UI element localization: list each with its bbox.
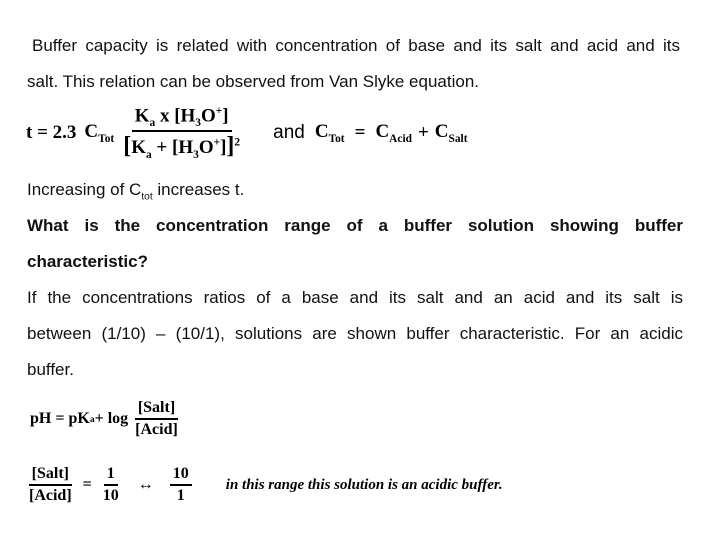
pka-sub: a (89, 413, 95, 425)
double-arrow-icon: ↔ (137, 476, 154, 493)
hh-denominator: [Acid] (135, 421, 178, 438)
ratio-denominator: [Acid] (29, 487, 72, 504)
intro-line-1: Buffer capacity is related with concentration of base and its salt and acid and its (32, 36, 680, 55)
answer-line-1: If the concentrations ratios of a base and its salt and an acid and its salt is (27, 288, 683, 307)
ratio-equals: = (82, 476, 92, 493)
van-slyke-equation (26, 98, 468, 168)
c-tot-2: $C_{Tot}$ (314, 121, 345, 145)
hh-numerator: [Salt] (135, 399, 178, 420)
plus-sign: + (417, 122, 429, 143)
acidic-buffer-note: in this range this solution is an acidic buffer. (225, 476, 503, 493)
ratio-equation (26, 460, 503, 510)
and-word: and (273, 122, 305, 143)
c-salt: $C_{Salt}$ (434, 121, 468, 145)
van-slyke-fraction (120, 105, 243, 161)
van-slyke-denominator: $[K_a + [H_3O^+]]^2$ (123, 133, 241, 161)
intro-line-2: salt. This relation can be observed from Van Slyke equation. (27, 72, 480, 91)
van-slyke-numerator: $K_a$ x $[H_3O^+]$ (132, 105, 232, 132)
answer-line-3: buffer. (27, 360, 74, 379)
salt-acid-ratio (26, 465, 75, 505)
question-line-1: What is the concentration range of a buffer solution showing buffer (27, 216, 683, 235)
fraction-ten-over-one (170, 465, 192, 505)
question-line-2: characteristic? (27, 252, 148, 271)
t-equals: t = 2.3 (26, 122, 77, 143)
frac2-num: 10 (170, 465, 192, 486)
ratio-numerator: [Salt] (29, 465, 72, 486)
ctot-statement: Increasing of $C_{tot}$ increases t. (27, 180, 245, 203)
c-acid: $C_{Acid}$ (375, 121, 412, 145)
frac1-num: 1 (104, 465, 118, 486)
frac1-den: 10 (102, 487, 119, 504)
ph-lhs: pH = pK (30, 410, 90, 427)
c-tot: $C_{Tot}$ (84, 121, 115, 145)
answer-line-2: between (1/10) – (10/1), solutions are shown buffer characteristic. For an acidic (27, 324, 683, 343)
plus-log: + log (94, 410, 129, 427)
frac2-den: 1 (176, 487, 185, 504)
equals-sign: = (354, 122, 366, 143)
hh-fraction (132, 399, 181, 439)
henderson-hasselbalch-equation (30, 394, 181, 444)
fraction-one-tenth (100, 465, 122, 505)
